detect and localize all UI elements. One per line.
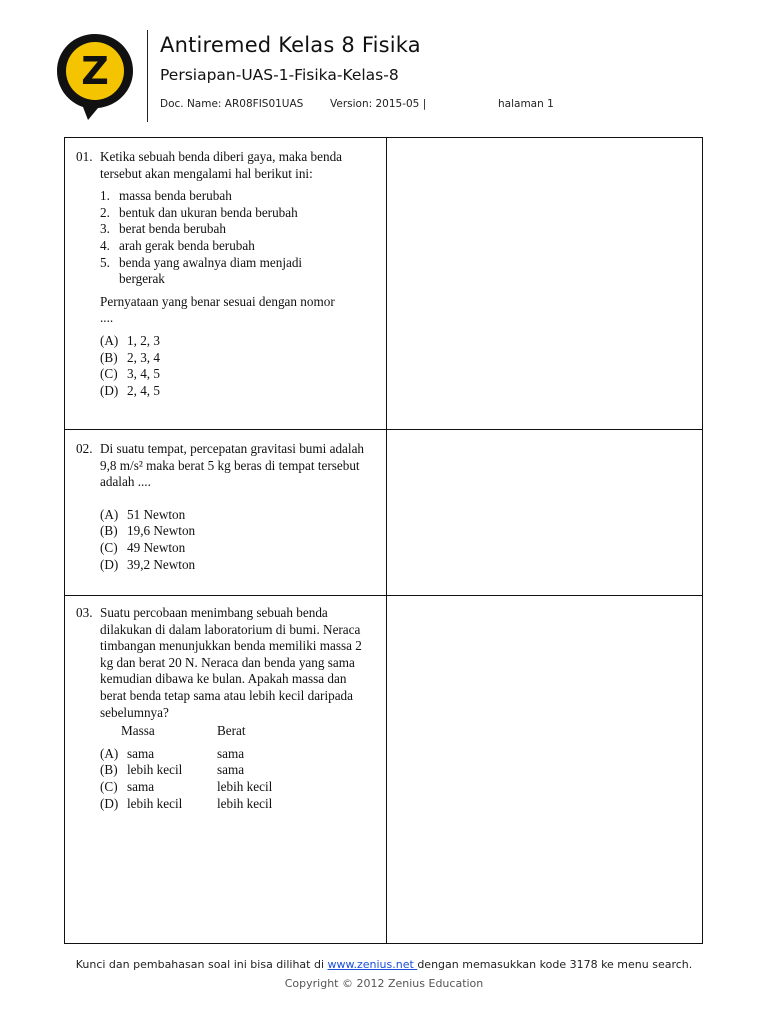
page-title: Antiremed Kelas 8 Fisika <box>160 33 421 57</box>
row-divider <box>65 429 702 430</box>
footer-suffix: dengan memasukkan kode 3178 ke menu search. <box>417 958 693 971</box>
question-text: Suatu percobaan menimbang sebuah benda dilakukan di dalam laboratorium di bumi. Neraca timbangan menunjukkan benda memiliki massa 2 kg dan berat 20 N. Neraca dan benda yang sama kemudian dibawa ke bulan. Apakah massa dan berat benda tetap sama atau lebih kecil daripada sebelumnya? <box>100 605 362 720</box>
option-text: 49 Newton <box>127 539 186 555</box>
option-label: (B) <box>100 349 118 365</box>
option-label: (C) <box>100 539 118 555</box>
option-text: 39,2 Newton <box>127 556 196 572</box>
zenius-z-logo-icon <box>52 30 138 122</box>
item-number: 2. <box>100 204 110 220</box>
option-berat: lebih kecil <box>217 778 273 794</box>
option-massa: lebih kecil <box>127 762 183 778</box>
answer-option-b[interactable] <box>100 523 376 540</box>
answer-table-header <box>100 723 376 740</box>
answer-options <box>100 746 376 812</box>
answer-option-c[interactable] <box>100 366 376 383</box>
option-label: (C) <box>100 366 118 382</box>
question-number: 02. <box>76 441 93 456</box>
option-label: (D) <box>100 382 119 398</box>
answer-options <box>100 333 376 399</box>
footer-prefix: Kunci dan pembahasan soal ini bisa dilihat di <box>75 958 328 971</box>
option-berat: sama <box>217 762 245 778</box>
footer-note <box>0 958 768 971</box>
option-label: (D) <box>100 556 119 572</box>
option-text: 3, 4, 5 <box>127 366 160 382</box>
answer-option-a[interactable] <box>100 333 376 350</box>
copyright: Copyright © 2012 Zenius Education <box>284 977 484 990</box>
option-label: (A) <box>100 332 119 348</box>
answer-option-b[interactable] <box>100 762 376 779</box>
answer-option-d[interactable] <box>100 796 376 813</box>
option-text: 51 Newton <box>127 506 186 522</box>
question-number: 01. <box>76 149 93 164</box>
page-subtitle: Persiapan-UAS-1-Fisika-Kelas-8 <box>160 66 399 84</box>
answer-option-c[interactable] <box>100 540 376 557</box>
question-text: Di suatu tempat, percepatan gravitasi bumi adalah 9,8 m/s² maka berat 5 kg beras di tempat tersebut adalah .... <box>100 441 365 490</box>
answer-option-c[interactable] <box>100 779 376 796</box>
list-item <box>100 238 376 255</box>
option-massa: lebih kecil <box>127 795 183 811</box>
column-header-massa: Massa <box>121 723 155 739</box>
doc-version: Version: 2015-05 | <box>330 98 427 110</box>
option-berat: lebih kecil <box>217 795 273 811</box>
option-label: (D) <box>100 795 119 811</box>
question-02 <box>76 441 376 573</box>
option-massa: sama <box>127 778 155 794</box>
option-label: (B) <box>100 523 118 539</box>
option-text: 2, 3, 4 <box>127 349 160 365</box>
item-number: 1. <box>100 188 110 204</box>
question-01 <box>76 149 376 399</box>
header-divider <box>147 30 148 122</box>
question-text: Ketika sebuah benda diberi gaya, maka benda tersebut akan mengalami hal berikut ini: <box>100 149 343 181</box>
answer-option-d[interactable] <box>100 383 376 400</box>
option-massa: sama <box>127 745 155 761</box>
question-grid <box>64 137 703 944</box>
doc-name: Doc. Name: AR08FIS01UAS <box>160 98 304 110</box>
question-number: 03. <box>76 605 93 620</box>
answer-options <box>100 507 376 573</box>
list-item <box>100 221 376 238</box>
question-statement: Pernyataan yang benar sesuai dengan nomor .... <box>100 293 335 326</box>
question-items <box>100 188 376 288</box>
option-text: 19,6 Newton <box>127 523 196 539</box>
item-text: benda yang awalnya diam menjadi bergerak <box>119 254 303 287</box>
answer-option-a[interactable] <box>100 746 376 763</box>
option-text: 1, 2, 3 <box>127 332 160 348</box>
page-number: halaman 1 <box>498 98 554 110</box>
option-text: 2, 4, 5 <box>127 382 160 398</box>
option-label: (A) <box>100 506 119 522</box>
row-divider <box>65 595 702 596</box>
column-header-berat: Berat <box>217 723 246 739</box>
list-item <box>100 188 376 205</box>
option-label: (C) <box>100 778 118 794</box>
item-text: bentuk dan ukuran benda berubah <box>119 204 298 220</box>
item-number: 5. <box>100 254 110 270</box>
option-label: (B) <box>100 762 118 778</box>
logo-letter: Z <box>81 49 109 93</box>
answer-option-a[interactable] <box>100 507 376 524</box>
item-text: berat benda berubah <box>119 221 226 237</box>
option-label: (A) <box>100 745 119 761</box>
answer-option-d[interactable] <box>100 557 376 574</box>
item-number: 3. <box>100 221 110 237</box>
list-item <box>100 205 376 222</box>
zenius-link[interactable]: www.zenius.net <box>327 958 418 971</box>
question-03 <box>76 605 376 812</box>
list-item <box>100 255 329 288</box>
option-berat: sama <box>217 745 245 761</box>
answer-option-b[interactable] <box>100 350 376 367</box>
item-text: massa benda berubah <box>119 188 232 204</box>
item-text: arah gerak benda berubah <box>119 237 255 253</box>
item-number: 4. <box>100 237 110 253</box>
column-divider <box>386 138 387 943</box>
